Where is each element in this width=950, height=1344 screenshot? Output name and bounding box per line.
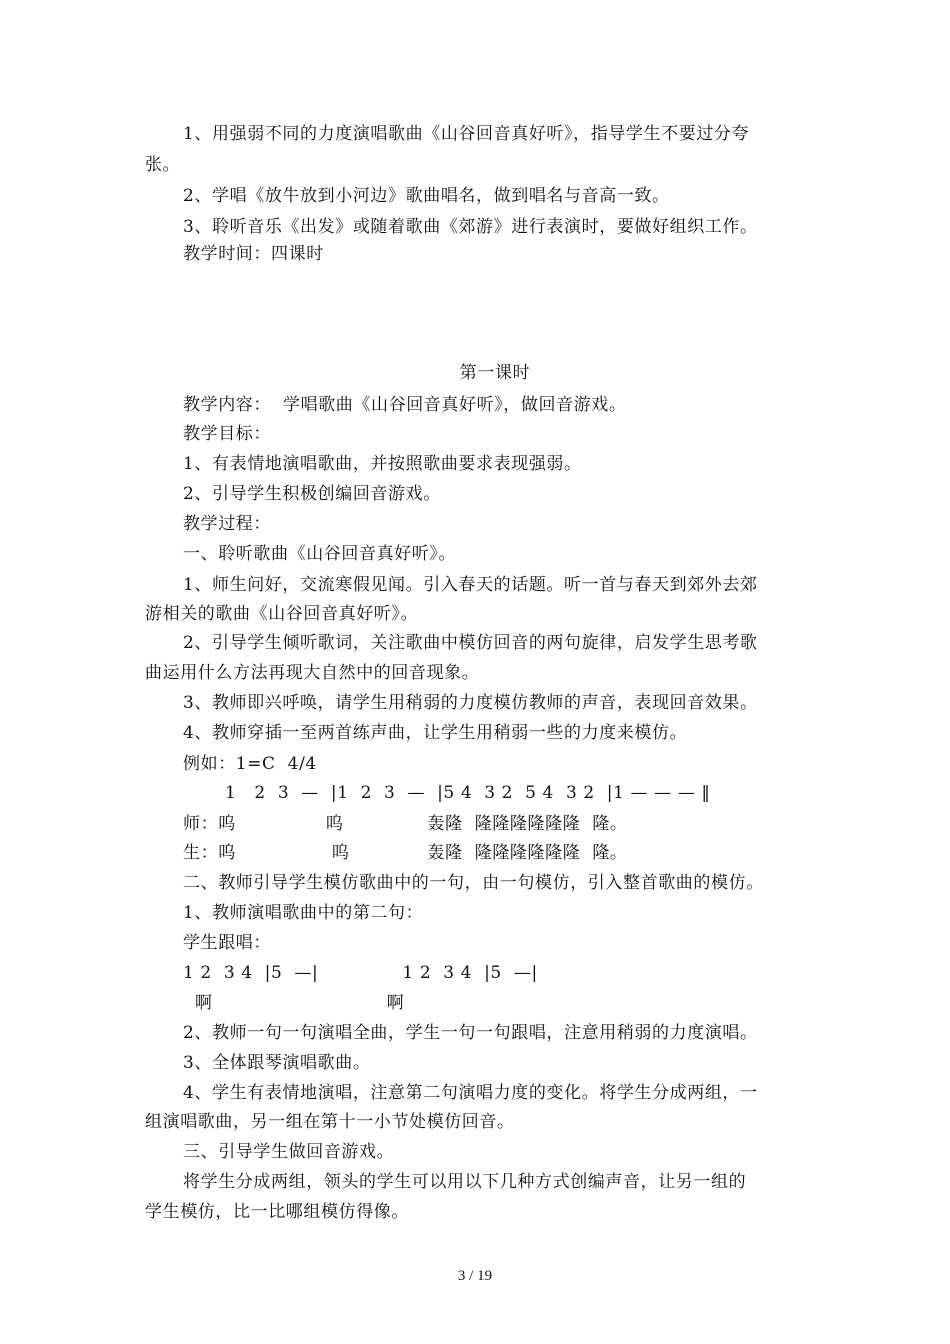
step-one-item-1-cont: 游相关的歌曲《山谷回音真好听》。: [145, 604, 419, 624]
goal-2: 2、引导学生积极创编回音游戏。: [183, 484, 441, 504]
intro-item-1: 1、用强弱不同的力度演唱歌曲《山谷回音真好听》，指导学生不要过分夸: [183, 124, 750, 144]
step-one-item-2: 2、引导学生倾听歌词，关注歌曲中模仿回音的两句旋律，启发学生思考歌: [183, 633, 758, 653]
notation-line-1: 1 2 3 — |1 2 3 — |5 4 3 2 5 4 3 2 |1 — — — ‖: [225, 783, 711, 803]
ah-lyrics: 啊 啊: [183, 993, 405, 1013]
step-one-item-4: 4、教师穿插一至两首练声曲，让学生用稍弱一些的力度来模仿。: [183, 723, 688, 743]
step-two-item-2: 2、教师一句一句演唱全曲，学生一句一句跟唱，注意用稍弱的力度演唱。: [183, 1023, 758, 1043]
step-two-item-1: 1、教师演唱歌曲中的第二句：: [183, 903, 424, 923]
process-label: 教学过程：: [183, 514, 271, 534]
goal-1: 1、有表情地演唱歌曲，并按照歌曲要求表现强弱。: [183, 454, 582, 474]
notation-line-2: 1 2 3 4 |5 —| 1 2 3 4 |5 —|: [183, 963, 538, 983]
intro-item-2: 2、学唱《放牛放到小河边》歌曲唱名，做到唱名与音高一致。: [183, 186, 670, 206]
teaching-time: 教学时间：四课时: [183, 244, 324, 264]
step-two-item-4: 4、学生有表情地演唱，注意第二句演唱力度的变化。将学生分成两组，一: [183, 1083, 758, 1103]
step-two-item-4-cont: 组演唱歌曲，另一组在第十一小节处模仿回音。: [145, 1112, 515, 1132]
section-title: 第一课时: [459, 363, 531, 383]
step-one-item-3: 3、教师即兴呼唤，请学生用稍弱的力度模仿教师的声音，表现回音效果。: [183, 693, 758, 713]
teacher-lyrics: 师：呜 呜 轰隆 隆隆隆隆隆隆 隆。: [183, 814, 628, 834]
intro-item-1-cont: 张。: [145, 155, 181, 175]
step-two-item-3: 3、全体跟琴演唱歌曲。: [183, 1053, 371, 1073]
student-follow-label: 学生跟唱：: [183, 933, 271, 953]
intro-item-3: 3、聆听音乐《出发》或随着歌曲《郊游》进行表演时，要做好组织工作。: [183, 217, 758, 237]
step-one-title: 一、聆听歌曲《山谷回音真好听》。: [183, 544, 457, 564]
step-two-title: 二、教师引导学生模仿歌曲中的一句，由一句模仿，引入整首歌曲的模仿。: [183, 873, 764, 893]
student-lyrics: 生：呜 呜 轰隆 隆隆隆隆隆隆 隆。: [183, 843, 628, 863]
goals-label: 教学目标：: [183, 424, 271, 444]
game-description: 将学生分成两组，领头的学生可以用以下几种方式创编声音，让另一组的: [183, 1172, 747, 1192]
game-description-cont: 学生模仿，比一比哪组模仿得像。: [145, 1202, 409, 1222]
example-key: 例如：1=C 4/4: [183, 754, 317, 774]
page-number: 3 / 19: [457, 1268, 493, 1284]
step-three-title: 三、引导学生做回音游戏。: [183, 1142, 395, 1162]
step-one-item-1: 1、师生问好，交流寒假见闻。引入春天的话题。听一首与春天到郊外去郊: [183, 575, 758, 595]
teaching-content: 教学内容： 学唱歌曲《山谷回音真好听》，做回音游戏。: [183, 395, 627, 415]
step-one-item-2-cont: 曲运用什么方法再现大自然中的回音现象。: [145, 663, 480, 683]
